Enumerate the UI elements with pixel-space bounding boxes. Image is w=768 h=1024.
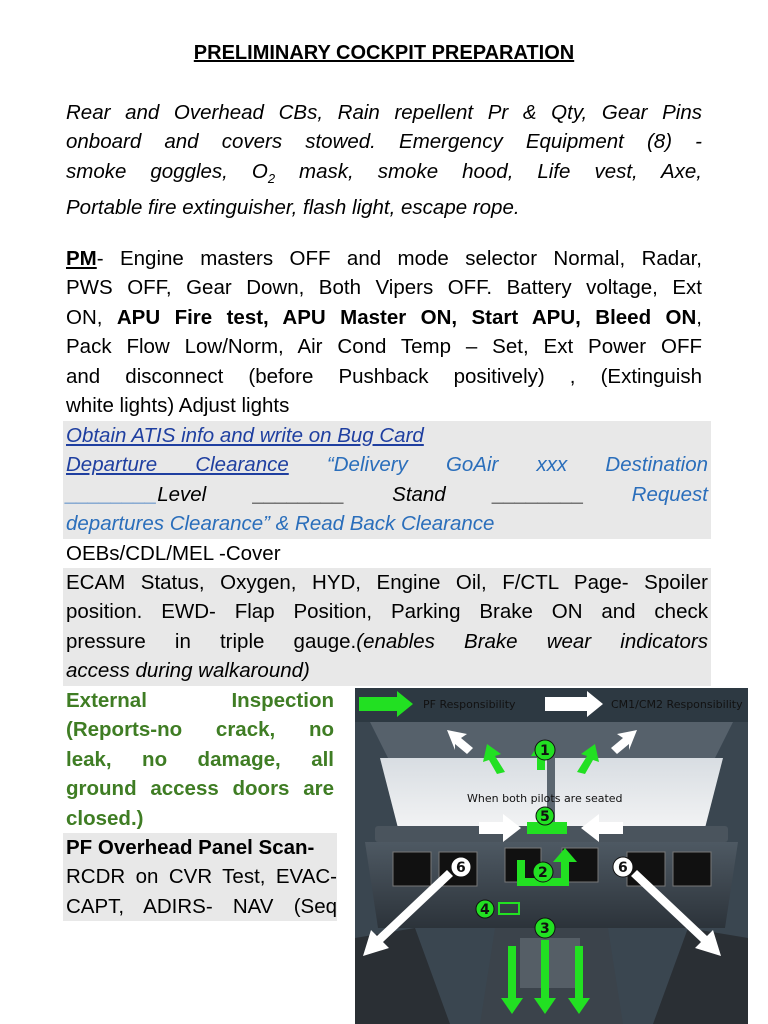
pf-scan-heading: PF Overhead Panel Scan- — [66, 836, 315, 859]
pf-scan-line: CAPT, ADIRS- NAV (Seq — [66, 894, 337, 918]
departure-label: Departure Clearance — [66, 453, 289, 477]
pm-line: white lights) Adjust lights — [66, 394, 290, 418]
level-line — [66, 480, 708, 509]
step-number: 6 — [618, 860, 628, 876]
pm-text: , — [696, 305, 702, 329]
pm-text: ON, — [66, 305, 117, 329]
display-screen — [673, 852, 711, 886]
pf-scan-line: RCDR on CVR Test, EVAC- — [66, 865, 337, 889]
intro-text: mask, smoke hood, Life vest, Axe, — [275, 159, 702, 183]
external-line: ground access doors are — [66, 777, 334, 801]
atis-line: Obtain ATIS info and write on Bug Card — [66, 424, 424, 447]
departure-text: “Delivery GoAir xxx Destination — [288, 453, 708, 477]
cockpit-photo — [355, 688, 748, 1024]
pm-text: - Engine masters OFF and mode selector Normal, Radar, — [96, 247, 702, 270]
ecam-line: access during walkaround) — [66, 659, 310, 683]
ecam-line: position. EWD- Flap Position, Parking Brake ON and check — [66, 600, 708, 624]
intro-line: Rear and Overhead CBs, Rain repellent Pr & Qty, Gear Pins — [66, 101, 702, 124]
pm-line: Pack Flow Low/Norm, Air Cond Temp – Set, Ext Power OFF — [66, 335, 702, 359]
ecam-text: pressure in triple gauge. — [66, 629, 357, 653]
step-number: 2 — [538, 865, 548, 881]
intro-paragraph — [66, 98, 702, 223]
step-number: 6 — [456, 860, 466, 876]
intro-line — [66, 157, 702, 194]
pm-label: PM — [66, 247, 97, 270]
ecam-line — [66, 627, 708, 656]
external-line: closed.) — [66, 806, 144, 830]
thrust-levers — [520, 938, 580, 988]
external-inspection — [66, 686, 334, 833]
step-number: 3 — [540, 921, 550, 937]
pm-bold-text: APU Fire test, APU Master ON, Start APU, Bleed ON — [116, 305, 697, 329]
intro-line: onboard and covers stowed. Emergency Equipment (8) - — [66, 130, 702, 154]
departure-line — [66, 450, 708, 479]
cm-responsibility-label: CM1/CM2 Responsibility — [611, 698, 743, 711]
step-number: 4 — [480, 902, 490, 918]
intro-text: smoke goggles, O — [66, 159, 268, 183]
intro-line: Portable fire extinguisher, flash light, escape rope. — [66, 196, 520, 220]
external-line: (Reports-no crack, no — [66, 718, 334, 742]
pm-line: PWS OFF, Gear Down, Both Vipers OFF. Battery voltage, Ext — [66, 276, 702, 300]
pm-line — [66, 303, 702, 332]
seated-caption: When both pilots are seated — [467, 792, 623, 805]
step-number: 1 — [540, 743, 550, 759]
o2-subscript: 2 — [267, 170, 276, 186]
clearance-line: departures Clearance” & Read Back Clearance — [66, 512, 495, 536]
pm-line — [66, 244, 702, 273]
external-line: leak, no damage, all — [66, 747, 334, 771]
pm-line: and disconnect (before Pushback positively) , (Extinguish — [66, 364, 702, 388]
pf-scan-block — [63, 833, 337, 921]
ecam-italic-text: (enables Brake wear indicators — [356, 629, 708, 653]
oebs-line: OEBs/CDL/MEL -Cover — [66, 542, 281, 565]
atis-block — [63, 421, 711, 539]
display-screen — [393, 852, 431, 886]
blank-field: ________ — [66, 482, 158, 506]
ecam-line: ECAM Status, Oxygen, HYD, Engine Oil, F/CTL Page- Spoiler — [66, 571, 708, 594]
request-text: Request — [584, 482, 708, 506]
pf-responsibility-label: PF Responsibility — [423, 698, 516, 711]
step-number: 5 — [540, 809, 550, 825]
ecam-block — [63, 568, 711, 686]
page-title: PRELIMINARY COCKPIT PREPARATION — [193, 42, 575, 64]
level-stand-text: Level ________ Stand ________ — [157, 482, 585, 506]
pm-paragraph — [66, 244, 702, 420]
external-line: External Inspection — [66, 689, 334, 712]
